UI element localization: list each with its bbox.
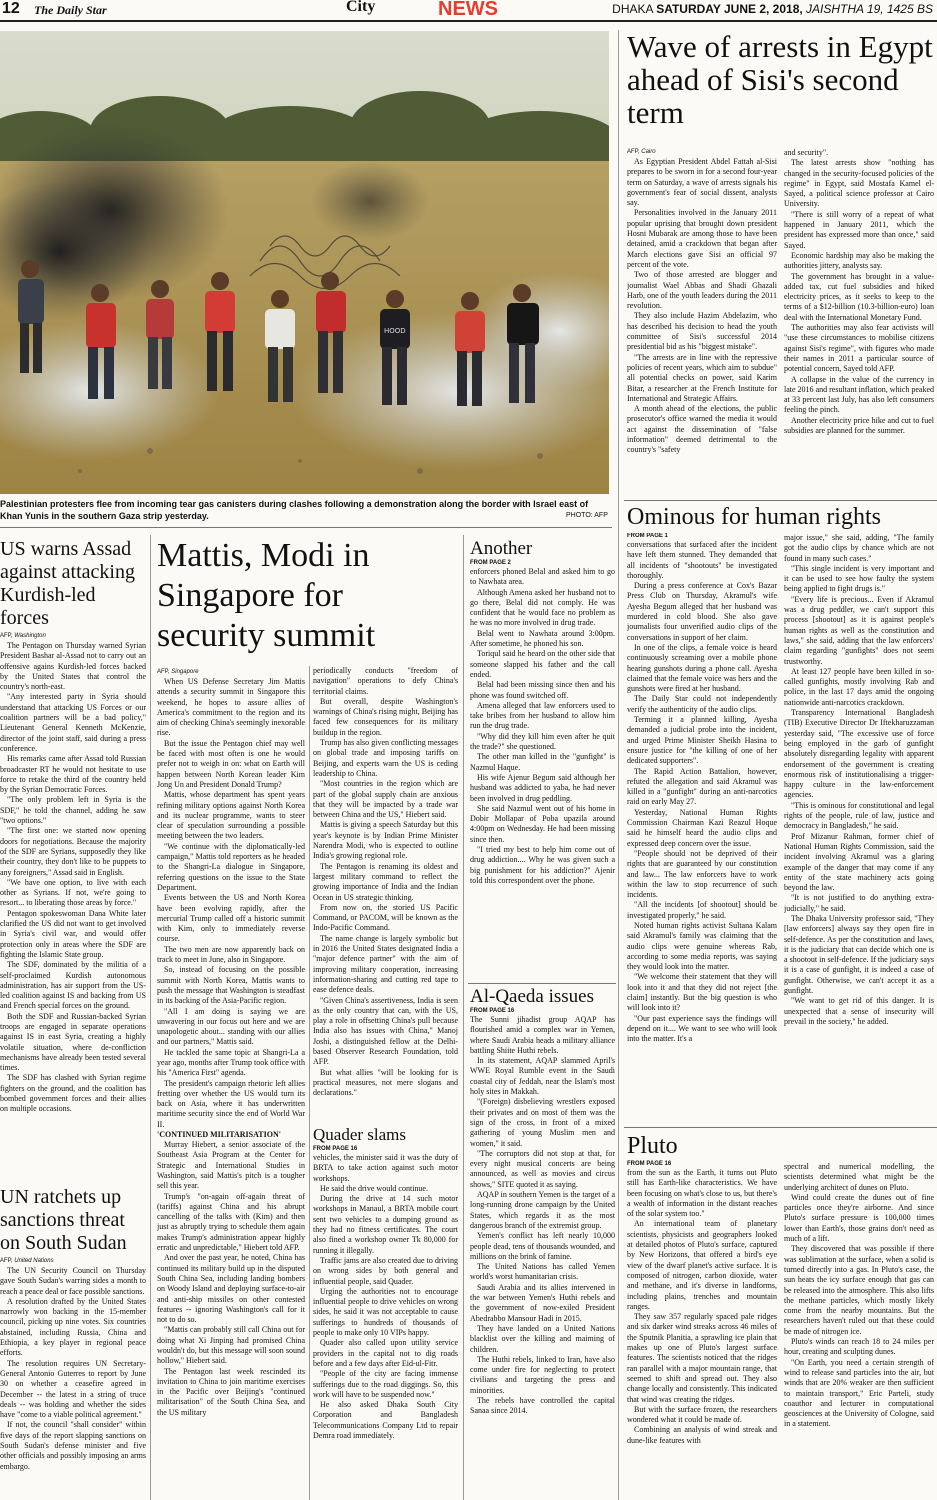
another-body [470, 567, 615, 886]
egypt-byline-agency: AFP, [627, 149, 640, 155]
paragraph: The other man killed in the "gunfight" is Nazmul Haque. [470, 752, 615, 772]
assad-article [0, 538, 146, 1178]
paragraph: Trump's "on-again off-again threat of (tariffs) against China and his abrupt cancelling of the talks with (Kim) and then just as abruptly trying to schedule them again makes Trump's administration appear highly erratic and unpredictable," Hiebert told AFP. [157, 1191, 305, 1253]
paragraph: If not, the council "shall consider" within five days of the report slapping sanctions on South Sudan's defense minister and five other officials and possibly imposing an arms embargo. [0, 1420, 146, 1471]
paragraph: During a press conference at Cox's Bazar Press Club on Thursday, Akramul's wife Ayesha Begum alleged that her husband was murdered in cold blood. She also gave journalists four unverified audio clips of the conversations in support of her claim. [627, 581, 777, 642]
paragraph: The SDF has clashed with Syrian regime fighters on the ground, and the coalition has bombed government forces and their allies on multiple occasions. [0, 1073, 146, 1114]
paragraph: The Sunni jihadist group AQAP has flourished amid a complex war in Yemen, where Saudi Arabia heads a military alliance battling Shiite Huthi rebels. [470, 1015, 615, 1055]
paragraph: "Any interested party in Syria should understand that attacking US Forces or our coalition partners will be a bad policy," Lieutenant General Kenneth McKenzie, director of the joint staff, said during a press conference. [0, 692, 146, 753]
paragraph: The Daily Star could not independently verify the authenticity of the audio clips. [627, 694, 777, 714]
paragraph: As Egyptian President Abdel Fattah al-Sisi prepares to be sworn in for a second four-year term on Saturday, a wave of arrests signals his government's fear of social dissent, analysts say. [627, 157, 777, 208]
pluto-column-2 [784, 1162, 934, 1500]
dateline-prefix: DHAKA [612, 2, 653, 16]
paragraph: "This single incident is very important and it can be used to see how faulty the system being applied to fight drugs is." [784, 563, 934, 594]
paragraph: But overall, despite Washington's warnings of China's rising might, Beijing has faced few consequences for its military buildup in the region. [313, 696, 458, 737]
paragraph: enforcers phoned Belal and asked him to go to Nawhata area. [470, 567, 615, 587]
paragraph: The two men are now apparently back on track to meet in June, also in Singapore. [157, 944, 305, 965]
paragraph: Prof Mizanur Rahman, former chief of National Human Rights Commission, said the incident involving Akramul was a glaring example of the danger that may come if any entity of the state machinery acts going beyond the law. [784, 831, 934, 893]
paragraph: "Most countries in the region which are part of the global supply chain are anxious that they will be impacted by a trade war between China and the US," Hiebert said. [313, 779, 458, 820]
paragraph: The Rapid Action Battalion, however, refuted the allegation and said Akramul was killed in a "gunfight" during an anti-narcotics raid on early May 27. [627, 766, 777, 807]
paragraph: When US Defense Secretary Jim Mattis attends a security summit in Singapore this weekend, he hopes to assure allies of America's commitment to the region and its aim of checking China's seemingly inexorable rise. [157, 677, 305, 738]
alqaeda-from: FROM PAGE 16 [470, 1008, 515, 1014]
paragraph: She said Nazmul went out of his home in Dobir Mollapar of Poba upazila around 4:00pm on Wednesday. He had been missing since then. [470, 803, 615, 844]
paragraph: Quader also called upon utility service providers in the capital not to dig roads before and a few days after Eid-ul-Fitr. [313, 1338, 458, 1368]
paragraph: Economic hardship may also be making the authorities jittery, analysts say. [784, 250, 934, 271]
paragraph: Two of those arrested are blogger and journalist Wael Abbas and Shadi Ghazali Harb, one of the youth leaders during the 2011 revolution. [627, 270, 777, 311]
paragraph: major issue," she said, adding, "The family got the audio clips by chance which are not found in many such cases." [784, 533, 934, 563]
egypt-byline-place: Cairo [641, 149, 656, 155]
assad-headline: US warns Assad against attacking Kurdish-led forces [0, 538, 135, 629]
mattis-byline [157, 669, 305, 675]
assad-byline [0, 633, 146, 639]
paragraph: Wind could create the dunes out of fine particles once they're airborne. And since Pluto's surface pressure is 100,000 times lower than Earth's, those grains don't need as much of a lift. [784, 1192, 934, 1244]
paragraph: The latest arrests show "nothing has changed in the security-focused policies of the regime" in Egypt, said Mostafa Kamel el-Sayed, a political science professor at Cairo University. [784, 158, 934, 209]
egypt-body-1 [627, 157, 777, 456]
another-headline: Another [470, 538, 533, 559]
paragraph: Pluto's winds can reach 18 to 24 miles per hour, creating and sculpting dunes. [784, 1337, 934, 1357]
paragraph: The Pentagon is renaming its oldest and largest military command to reflect the growing importance of India and the Indian Ocean in US strategic thinking. [313, 861, 458, 902]
paragraph: Trump has also given conflicting messages on global trade and imposing tariffs on Beijing, and experts warn the US is ceding leadership to China. [313, 738, 458, 778]
newspaper-logo: The Daily Star [34, 3, 107, 17]
paragraph: But what allies "will be looking for is practical measures, not mere slogans and declarations." [313, 1067, 458, 1098]
paragraph: spectral and numerical modelling, the scientists determined what might be the underlying architect of dunes on Pluto. [784, 1162, 934, 1192]
page-number: 12 [2, 0, 20, 17]
paragraph: The United Nations has called Yemen world's worst humanitarian crisis. [470, 1262, 615, 1282]
paragraph: "We welcome their statement that they will look into it and that they did not reject [the claim] instantly. But the big question is who will look into it? [627, 972, 777, 1013]
paragraph: "There is still worry of a repeat of what happened in January 2011, which the president has expressed more than once," said Sayed. [784, 209, 934, 250]
paragraph: from the sun as the Earth, it turns out Pluto still has Earth-like characteristics. We have been focusing on what's close to us, but there's a wealth of information in the distant reaches of the solar system too." [627, 1168, 777, 1219]
paragraph: AQAP in southern Yemen is the target of a long-running drone campaign by the United States, which regards it as the most dangerous branch of the extremist group. [470, 1190, 615, 1230]
quader-headline: Quader slams [313, 1125, 407, 1144]
masthead [0, 0, 937, 22]
paragraph: He said the drive would continue. [320, 1183, 428, 1193]
paragraph: But with the surface frozen, the researchers wondered what it could be made of. [627, 1404, 777, 1425]
paragraph: Another electricity price hike and cut to fuel subsidies are planned for the summer. [784, 415, 934, 436]
paragraph: The name change is largely symbolic but in 2016 the United States designated India a "major defence partner" with the aim of improving military cooperation, increasing information-sharing and cutting red tape to ease defence deals. [313, 933, 458, 995]
paragraph: They discovered that was possible if there was sublimation at the surface, when a solid is turned directly into a gas. In Pluto's case, the sun heats the icy surface enough that gas can be released into the atmosphere. This also lifts the methane particles, which mostly likely come from the nearby mountains. But the researchers haven't ruled out that these could be made of nitrogen ice. [784, 1244, 934, 1336]
assad-byline-agency: AFP, [0, 633, 13, 639]
paragraph: The Huthi rebels, linked to Iran, have also come under fire for neglecting to protect civilians and targeting the press and minorities. [470, 1354, 615, 1395]
paragraph: Both the SDF and Russian-backed Syrian troops are engaged in separate operations against IS in east Syria, creating a highly volatile situation, where de-confliction mechanisms have already been tested several times. [0, 1011, 146, 1073]
paragraph: His wife Ajenur Begum said although her husband was addicted to yaba, he had never been involved in drug peddling. [470, 772, 615, 803]
paragraph: The government has brought in a value-added tax, cut fuel subsidies and hiked electricity prices, as it seeks to keep to the terms of a $12-billion (10.3-billion-euro) loan deal with the International Monetary Fund. [784, 271, 934, 322]
quader-article [313, 1124, 458, 1500]
paragraph: They saw 357 regularly spaced pale ridges and six darker wind streaks across 46 miles of the Sputnik Planitia, a sprawling ice plain that makes up one of Pluto's largest surface features. The scientists noticed that the ridges ran parallel with a major mountain range, that seemed to shift and spread out. They also change locally and consistently. This indicated that wind was creating the ridges. [627, 1312, 777, 1404]
mattis-byline-place: Singapore [171, 669, 199, 675]
mattis-byline-agency: AFP, [157, 669, 170, 675]
paragraph: "It is not justified to do anything extra-judicially," he said. [784, 893, 934, 913]
paragraph: The rebels have controlled the capital Sanaa since 2014. [470, 1395, 615, 1416]
paragraph: "On Earth, you need a certain strength of wind to release sand particles into the air, but winds that are 20% weaker are then sufficient to maintain transport," Eric Parteli, study coauthor and lecturer in computational geosciences at the University of Cologne, said in a statement. [784, 1357, 934, 1429]
paragraph: At least 127 people have been killed in so-called gunfights, mostly involving Rab and police, in the last 17 days amid the ongoing nationwide anti-narcotics crackdown. [784, 666, 934, 707]
paragraph: "People of the city are facing immense sufferings due to the road diggings. So, this work will have to be suspended now." [313, 1369, 458, 1399]
paragraph: "The corruptors did not stop at that, for every night musical concerts are being announced, as well as movies and circus shows," SITE quoted it as saying. [470, 1148, 615, 1189]
section-name: City [346, 0, 376, 15]
paragraph: and security". [784, 148, 829, 157]
paragraph: vehicles, the minister said it was the duty of BRTA to take action against such motor workshops. [313, 1153, 458, 1183]
paragraph: "All I am doing is saying we are unwavering in our focus out here and we are unapologetic about... standing with our allies and our partners," Mattis said. [157, 1006, 305, 1047]
ominous-body-1 [627, 540, 777, 1045]
sudan-byline [0, 1258, 146, 1264]
mattis-column-2 [313, 666, 458, 1121]
pluto-column-1 [627, 1131, 777, 1500]
news-photo [0, 31, 609, 494]
paragraph: Personalities involved in the January 2011 popular uprising that brought down president Hosni Mubarak are among those to have been detained, amid a crackdown that began after March elections gave Sisi an official 97 percent of the vote. [627, 208, 777, 269]
egypt-headline: Wave of arrests in Egypt ahead of Sisi's second term [627, 30, 933, 129]
paragraph: The Dhaka University professor said, "They [law enforcers] always say they open fire in self-defence. As per the constitution and laws, it is the judiciary that can decide which one is a shootout in self-defence. If the judiciary says it is a case of gunfight, it is indeed a case of gunfight. Otherwise, we can't accept it as a gunfight. [784, 913, 934, 996]
paragraph: Events between the US and North Korea have been evolving rapidly, after the mercurial Trump called off a historic summit with Kim, only to immediately reverse course. [157, 893, 305, 944]
egypt-column-1 [627, 146, 777, 496]
ominous-column-2 [784, 533, 934, 1125]
paragraph: A resolution drafted by the United States narrowly won backing in the 15-member council, picking up nine votes. Six countries abstained, including Russia, China and Ethiopia, a key player in regional peace efforts. [0, 1296, 146, 1358]
paragraph: A collapse in the value of the currency in late 2016 and resultant inflation, which peaked at 33 percent last July, has also left consumers feeling the pinch. [784, 374, 934, 415]
mattis-column-1 [157, 666, 305, 1500]
paragraph: Murray Hiebert, a senior associate of the Southeast Asia Program at the Center for Strategic and International Studies in Washington, said Mattis's pitch is a tougher sell this year. [157, 1140, 305, 1191]
mattis-body-2 [313, 666, 458, 1098]
paragraph: Traffic jams are also created due to driving on wrong sides by both general and influential people, said Quader. [313, 1255, 458, 1286]
dateline [612, 2, 933, 16]
pluto-body-1 [627, 1168, 777, 1446]
paragraph: Urging the authorities not to encourage influential people to drive vehicles on wrong sides, he said it was not acceptable to cause sufferings to hundreds of thousands of people to make only 10 VIPs happy. [313, 1286, 458, 1338]
divider [624, 1127, 937, 1128]
egypt-body-2 [784, 148, 934, 436]
divider [618, 30, 619, 1500]
divider [0, 527, 612, 528]
paragraph: So, instead of focusing on the possible summit with North Korea, Mattis wants to push the message that Washington is steadfast in its backing of the Asia-Pacific region. [157, 965, 305, 1006]
pluto-body-2 [784, 1162, 934, 1430]
paragraph: "We continue with the diplomatically-led campaign," Mattis told reporters as he headed to the Shangri-La dialogue in Singapore, referring questions on the issue to the State Department. [157, 841, 305, 892]
sudan-headline: UN ratchets up sanctions threat on South Sudan [0, 1186, 127, 1254]
assad-body [0, 641, 146, 1115]
alqaeda-headline: Al-Qaeda issues [470, 986, 594, 1007]
paragraph: Amena alleged that law enforcers used to take bribes from her husband to allow him run the drug trade. [470, 700, 615, 731]
egypt-column-2 [784, 148, 934, 496]
egypt-article-head [627, 30, 933, 129]
paragraph: "Mattis can probably still call China out for doing what Xi Jinping had promised China wouldn't do, but this message will soon sound hollow," Hiebert said. [157, 1325, 305, 1366]
paragraph: Pentagon spokeswoman Dana White later clarified the US did not want to get involved in Syria's civil war, and would offer protection only in areas where the SDF are fighting the Islamic State group. [0, 908, 146, 959]
ominous-column-1 [627, 533, 777, 1125]
divider [150, 535, 151, 1500]
paragraph: Mattis is giving a speech Saturday but this year's keynote is by Indian Prime Minister Narendra Modi, who is expected to outline India's growing regional role. [313, 820, 458, 861]
paragraph: "I tried my best to help him come out of drug addiction.... Why he was given such a big punishment for his addiction?" Ajenir told this correspondent over the phone. [470, 845, 615, 885]
paragraph: From now on, the storied US Pacific Command, or PACOM, will be known as the Indo-Pacific Command. [313, 902, 458, 933]
paragraph: The UN Security Council on Thursday gave South Sudan's warring sides a month to reach a peace deal or face possible sanctions. [0, 1266, 146, 1296]
paragraph: The SDF, dominated by the militia of a self-proclaimed Kurdish autonomous administration, has air support from the US-led coalition against IS and backing from US and French special forces on the ground. [0, 960, 146, 1011]
another-from: FROM PAGE 2 [470, 560, 511, 566]
paragraph: They have landed on a United Nations blacklist over the killing and maiming of children. [470, 1323, 615, 1354]
ominous-article-head [627, 503, 935, 531]
paragraph: periodically conducts "freedom of navigation" operations to defy China's territorial claims. [313, 666, 458, 696]
paragraph: The resolution requires UN Secretary-General Antonio Guterres to report by June 30 on whether a ceasefire agreed in December -- the latest in a string of truce deals -- was holding and whether the sides have "come to a viable political agreement." [0, 1358, 146, 1420]
ominous-headline: Ominous for human rights [627, 504, 881, 530]
paragraph: "All the incidents [of shootout] should be investigated properly," he said. [627, 900, 777, 920]
section-label: NEWS [438, 0, 498, 20]
dateline-bengali: JAISHTHA 19, 1425 BS [806, 2, 933, 16]
paragraph: His remarks came after Assad told Russian broadcaster RT he would not hesitate to use force to retake the third of the country held by the Syrian Democratic Forces. [0, 754, 146, 795]
paragraph: "This is ominous for constitutional and legal rights of the people, rule of law, justice and democracy in Bangladesh," he said. [784, 800, 934, 831]
paragraph: In its statement, AQAP slammed April's WWE Royal Rumble event in the Saudi coastal city of Jeddah, near the Islam's most holy sites in Makkah. [470, 1056, 615, 1097]
paragraph: "Given China's assertiveness, India is seen as the only country that can, with the US, play a role in offsetting China's pull because India also has issues with China," Manoj Joshi, a distinguished fellow at the Delhi-based Observer Research Foundation, told AFP. [313, 995, 458, 1067]
sudan-article [0, 1186, 146, 1500]
paragraph: "People should not be deprived of their rights that are guaranteed by our constitution and law... The law enforcers have to work within the law to stop recurrence of such incidents. [627, 848, 777, 900]
paragraph: Belal went to Nawhata around 3:00pm. After sometime, he phoned his son. [470, 628, 615, 649]
divider [468, 983, 616, 984]
paragraph: "The arrests are in line with the repressive policies of recent years, which aim to subdue" all potential checks on power, said Karim Bitar, a researcher at the French Institute for International and Strategic Affairs. [627, 352, 777, 403]
paragraph: Belal had been missing since then and his phone was found switched off. [470, 680, 615, 700]
paragraph: "Every life is precious... Even if Akramul was a drug peddler, we can't support this process [shootout] as it is against people's human rights as well as the constitution and laws," she said, adding that the law enforcers' claim regarding "gunfights" does not seem trustworthy. [784, 594, 934, 666]
paragraph: And over the past year, he noted, China has continued its military build up in the disputed South China Sea, including landing bombers on Woody Island and deploying surface-to-air and anti-ship missiles on other contested features -- ignoring Washington's call for it not to do so. [157, 1253, 305, 1325]
sudan-body [0, 1266, 146, 1472]
quader-from: FROM PAGE 16 [313, 1146, 358, 1152]
paragraph: "The only problem left in Syria is the SDF," he told the channel, adding he saw "two options." [0, 795, 146, 826]
paragraph: "Our past experience says the findings will depend on it.... We want to see who will look into the matter. It's a [627, 1013, 777, 1044]
paragraph: The Pentagon last week rescinded its invitation to China to join maritime exercises in the Pacific over Beijing's "continued militarisation" of the South China Sea, and the US military [157, 1366, 305, 1417]
alqaeda-body [470, 1015, 615, 1417]
paragraph: In one of the clips, a female voice is heard continuously screaming over a mobile phone hearing gunshots during a phone call. Ayesha claimed that the female voice was hers and the gunshots were fired at her husband. [627, 642, 777, 694]
photo-caption: Palestinian protesters flee from incoming tear gas canisters during clashes following a demonstration along the border with Israel east of Khan Yunis in the southern Gaza strip yesterday. [0, 499, 589, 521]
egypt-byline [627, 149, 777, 155]
ominous-body-2 [784, 533, 934, 1027]
paragraph: "(Foreign) disbelieving wrestlers exposed their privates and on most of them was the sign of the cross, in front of a mixed gathering of young Muslim men and women," it said. [470, 1097, 615, 1148]
paragraph: He also asked Dhaka South City Corporation and Bangladesh Telecommunications Company Ltd to repair Demra road immediately. [313, 1400, 458, 1441]
paragraph: During the drive at 14 such motor workshops in Manaul, a BRTA mobile court sent two vehicles to a dumping ground as they had no fitness certificates. The court also fined a workshop owner Tk 80,000 for running it illegally. [313, 1194, 458, 1255]
divider [309, 666, 310, 1500]
protest-photo-illustration [0, 31, 609, 494]
divider [624, 500, 937, 501]
paragraph: Mattis, whose department has spent years refining military options against North Korea and its nuclear programme, wants to steer clear of speculation surrounding a possible meeting between the two leaders. [157, 790, 305, 841]
paragraph: A month ahead of the elections, the public prosecutor's office warned the media it would act against the dissemination of "false information" deemed detrimental to the country's "safety [627, 404, 777, 455]
paragraph: They also include Hazim Abdelazim, who has described his decision to head the youth committee of Sisi's successful 2014 presidential bid as his "biggest mistake". [627, 311, 777, 352]
paragraph: The authorities may also fear activists will "use these circumstances to mobilise citizens against Sisi's regime", with figures who made their names in 2011 a particular source of potential concern, Sayed told AFP. [784, 323, 934, 374]
paragraph: conversations that surfaced after the incident have left them stunned. They demanded that all incidents of "shootouts" be investigated thoroughly. [627, 540, 777, 580]
paragraph: Toriqul said he heard on the other side that someone slapped his father and the call ended. [470, 649, 615, 679]
paragraph: But the issue the Pentagon chief may well be faced with most often is one he would prefer not to weigh in on: what on Earth will happen between North Korean leader Kim Jong Un and President Donald Trump? [157, 738, 305, 789]
paragraph: "We want to get rid of this danger. It is unexpected that a sense of insecurity will prevail in the society," he added. [784, 996, 934, 1026]
paragraph: Noted human rights activist Sultana Kalam said Akramul's family was claiming that the audio clips were genuine whereas Rab, according to some media reports, was saying they would look into the matter. [627, 920, 777, 972]
paragraph: The president's campaign rhetoric left allies fretting over whether the US would turn its back on Asia, where it has underwritten maritime security since the end of World War II. [157, 1078, 305, 1129]
pluto-headline: Pluto [627, 1133, 678, 1159]
paragraph: Although Amena asked her husband not to go there, Belal did not comply. He was confident that he would face no problem as he was no more involved in drug trade. [470, 587, 615, 628]
paragraph: Terming it a planned killing, Ayesha demanded a judicial probe into the incident, and urged Prime Minister Sheikh Hasina to ensure justice for "the killing of one of her dedicated supporters". [627, 715, 777, 766]
mattis-body-1 [157, 677, 305, 1418]
sudan-byline-agency: AFP, [0, 1258, 13, 1264]
pluto-from: FROM PAGE 16 [627, 1161, 672, 1167]
mattis-subhead: 'CONTINUED MILITARISATION' [157, 1130, 281, 1140]
paragraph: Transparency International Bangladesh (TIB) Executive Director Dr Iftekharuzzaman yesterday said, "The excessive use of force being employed in the garb of gunfight absolutely disregarding legality with apparent endorsement of the government is creating enormous risk of institutionalising a trigger-happy culture in the law-enforcement agencies. [784, 708, 934, 800]
assad-byline-place: Washington [14, 633, 46, 639]
photo-credit: PHOTO: AFP [566, 512, 608, 519]
alqaeda-article [470, 986, 615, 1500]
paragraph: "The first one: we started now opening doors for negotiations. Because the majority of the SDF are Syrians, supposedly they like their country, they don't like to be puppets to any foreigners," Assad said in English. [0, 826, 146, 877]
paragraph: Yemen's conflict has left nearly 10,000 people dead, tens of thousands wounded, and millions on the brink of famine. [470, 1231, 615, 1261]
paragraph: "We have one option, to live with each other as Syrians. If not, we're going to resort... to liberating those areas by force." [0, 877, 146, 908]
paragraph: Yesterday, National Human Rights Commission Chairman Kazi Reazul Hoque said he himself heard the audio clips and expressed deep concern over the issue. [627, 807, 777, 848]
dateline-main: SATURDAY JUNE 2, 2018, [656, 2, 803, 16]
paragraph: "Why did they kill him even after he quit the trade?" she questioned. [470, 731, 615, 752]
divider [463, 535, 464, 1500]
mattis-headline: Mattis, Modi in Singapore for security summit [157, 537, 376, 654]
paragraph: Combining an analysis of wind streak and dune-like features with [627, 1425, 777, 1445]
sudan-byline-place: United Nations [14, 1258, 54, 1264]
paragraph: An international team of planetary scientists, physicists and geographers looked at detailed photos of Pluto's surface, captured by New Horizons, that offered a bird's eye view of the dwarf planet's active surface. It is composed of nitrogen, carbon dioxide, water and methane, and it's diverse in landforms, including plains, trenches and mountain ranges. [627, 1219, 777, 1311]
paragraph: Saudi Arabia and its allies intervened in the war between Yemen's Huthi rebels and the government of now-exiled President Abedrabbo Mansour Hadi in 2015. [470, 1282, 615, 1323]
ominous-from: FROM PAGE 1 [627, 533, 668, 539]
mattis-article-head [157, 536, 457, 656]
paragraph: He tackled the same topic at Shangri-La a year ago, months after Trump took office with his "America First" agenda. [157, 1047, 305, 1078]
another-article [470, 538, 615, 983]
tshirt-text: HOOD [384, 327, 406, 335]
quader-body [313, 1153, 458, 1441]
paragraph: The Pentagon on Thursday warned Syrian President Bashar al-Assad not to carry out an offensive agains Kurdish-led forces backed by the United States that control the country's north-east. [0, 641, 146, 692]
